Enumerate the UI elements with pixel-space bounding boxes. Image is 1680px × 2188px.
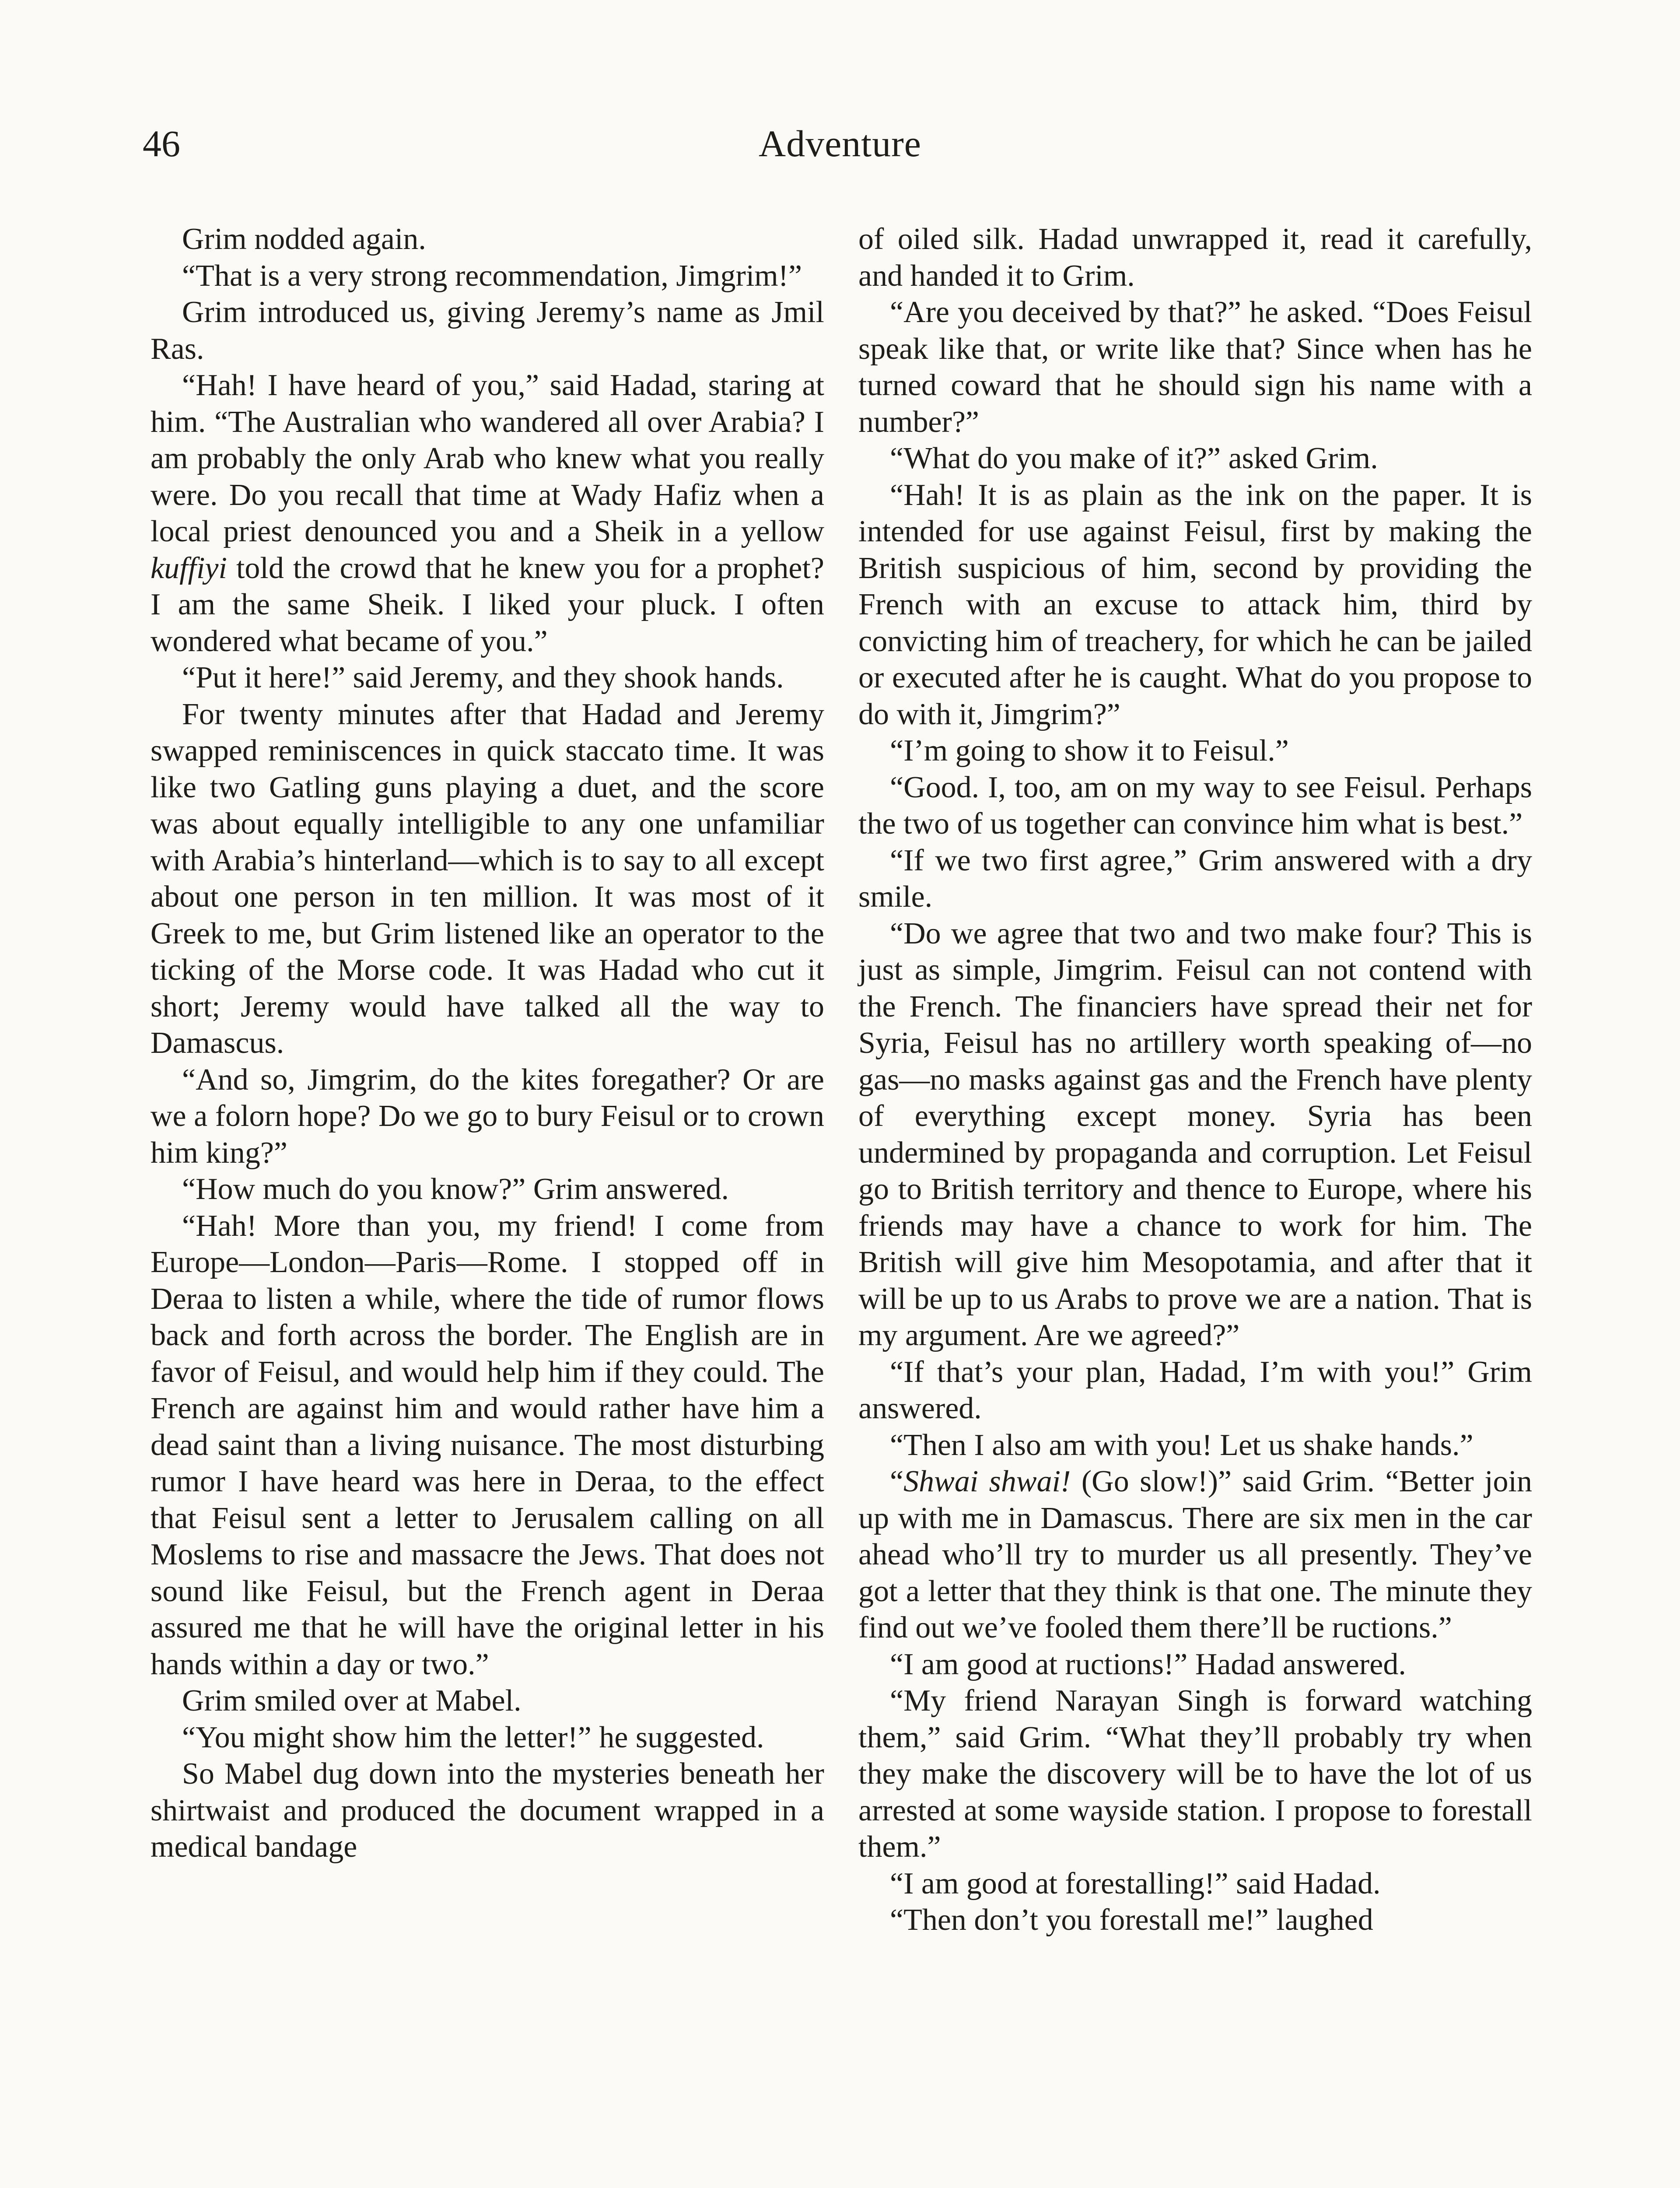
paragraph: “Then don’t you forestall me!” laughed — [890, 1903, 1373, 1937]
paragraph: “You might show him the letter!” he suggested. — [182, 1720, 764, 1754]
paragraph: “Hah! It is as plain as the ink on the paper. It is intended for use against Feisul, first by making the British suspicious of him, second by providing the French with an excuse to attack him, third by convicting him of treachery, for which he can be jailed or executed after he is caught. What do you propose to do with it, Jimgrim?” — [858, 478, 1532, 731]
paragraph — [150, 367, 824, 659]
paragraph: “My friend Narayan Singh is forward watching them,” said Grim. “What they’ll probably try when they make the discovery will be to have the lot of us arrested at some wayside station. I propose to forestall them.” — [858, 1684, 1532, 1864]
paragraph: For twenty minutes after that Hadad and Jeremy swapped reminiscences in quick staccato time. It was like two Gatling guns playing a duet, and the score was about equally intelligible to any one unfamiliar with Arabia’s hinterland—which is to say to all except about one person in ten million. It was most of it Greek to me, but Grim listened like an operator to the ticking of the Morse code. It was Hadad who cut it short; Jeremy would have talked all the way to Damascus. — [150, 697, 824, 1060]
paragraph: “Do we agree that two and two make four? This is just as simple, Jimgrim. Feisul can not contend with the French. The financiers have spread their net for Syria, Feisul has no artillery worth speaking of—no gas—no masks against gas and the French have plenty of everything except money. Syria has been undermined by propaganda and corruption. Let Feisul go to British territory and thence to Europe, where his friends may have a chance to work for him. The British will give him Mesopotamia, and after that it will be up to us Arabs to prove we are a nation. That is my argument. Are we agreed?” — [858, 916, 1532, 1352]
paragraph: Grim introduced us, giving Jeremy’s name as Jmil Ras. — [150, 295, 824, 366]
right-column — [858, 221, 1532, 1939]
paragraph: “Then I also am with you! Let us shake hands.” — [890, 1428, 1474, 1462]
left-column — [150, 221, 824, 1865]
paragraph: “I am good at ructions!” Hadad answered. — [890, 1647, 1406, 1681]
paragraph-text: told the crowd that he knew you for a prophet? I am the same Sheik. I liked your pluck. I often wondered what became of you.” — [150, 551, 824, 658]
paragraph-text: “ — [890, 1465, 904, 1498]
italic-phrase: Shwai shwai! — [903, 1465, 1071, 1498]
running-head-title: Adventure — [759, 123, 921, 165]
paragraph — [858, 1463, 1532, 1646]
paragraph: So Mabel dug down into the mysteries beneath her shirtwaist and produced the document wrapped in a medical bandage — [150, 1757, 824, 1864]
paragraph: “Put it here!” said Jeremy, and they shook hands. — [182, 661, 784, 694]
paragraph-text: (Go slow!)” said Grim. “Better join up with me in Damascus. There are six men in the car ahead who’ll try to murder us all presently. They’ve got a letter that they think is that one. The minute they find out we’ve fooled them there’ll be ructions.” — [858, 1465, 1532, 1645]
paragraph: “And so, Jimgrim, do the kites foregather? Or are we a folorn hope? Do we go to bury Feisul or to crown him king?” — [150, 1062, 824, 1170]
paragraph: “I’m going to show it to Feisul.” — [890, 734, 1289, 768]
paragraph: “What do you make of it?” asked Grim. — [890, 442, 1378, 475]
paragraph: “If that’s your plan, Hadad, I’m with you!” Grim answered. — [858, 1355, 1532, 1425]
paragraph: Grim smiled over at Mabel. — [182, 1684, 522, 1718]
paragraph: “That is a very strong recommendation, Jimgrim!” — [182, 259, 802, 293]
paragraph: “Are you deceived by that?” he asked. “Does Feisul speak like that, or write like that? Since when has he turned coward that he should sign his name with a number?” — [858, 295, 1532, 439]
paragraph-text: “Hah! I have heard of you,” said Hadad, staring at him. “The Australian who wandered all over Arabia? I am probably the only Arab who knew what you really were. Do you recall that time at Wady Hafiz when a local priest denounced you and a Sheik in a yellow — [150, 368, 824, 548]
page-number: 46 — [143, 123, 180, 165]
italic-phrase: kuffiyi — [150, 551, 227, 585]
paragraph: “How much do you know?” Grim answered. — [182, 1172, 729, 1206]
paragraph: “Hah! More than you, my friend! I come from Europe—London—Paris—Rome. I stopped off in Deraa to listen a while, where the tide of rumor flows back and forth across the border. The English are in favor of Feisul, and would help him if they could. The French are against him and would rather have him a dead saint than a living nuisance. The most disturbing rumor I have heard was here in Deraa, to the effect that Feisul sent a letter to Jerusalem calling on all Moslems to rise and massacre the Jews. That does not sound like Feisul, but the French agent in Deraa assured me that he will have the original letter in his hands within a day or two.” — [150, 1209, 824, 1681]
paragraph: “I am good at forestalling!” said Hadad. — [890, 1866, 1381, 1900]
paragraph: Grim nodded again. — [182, 222, 426, 256]
paragraph: “If we two first agree,” Grim answered with a dry smile. — [858, 843, 1532, 914]
paragraph: “Good. I, too, am on my way to see Feisul. Perhaps the two of us together can convince him what is best.” — [858, 770, 1532, 841]
paragraph: of oiled silk. Hadad unwrapped it, read it carefully, and handed it to Grim. — [858, 222, 1532, 293]
